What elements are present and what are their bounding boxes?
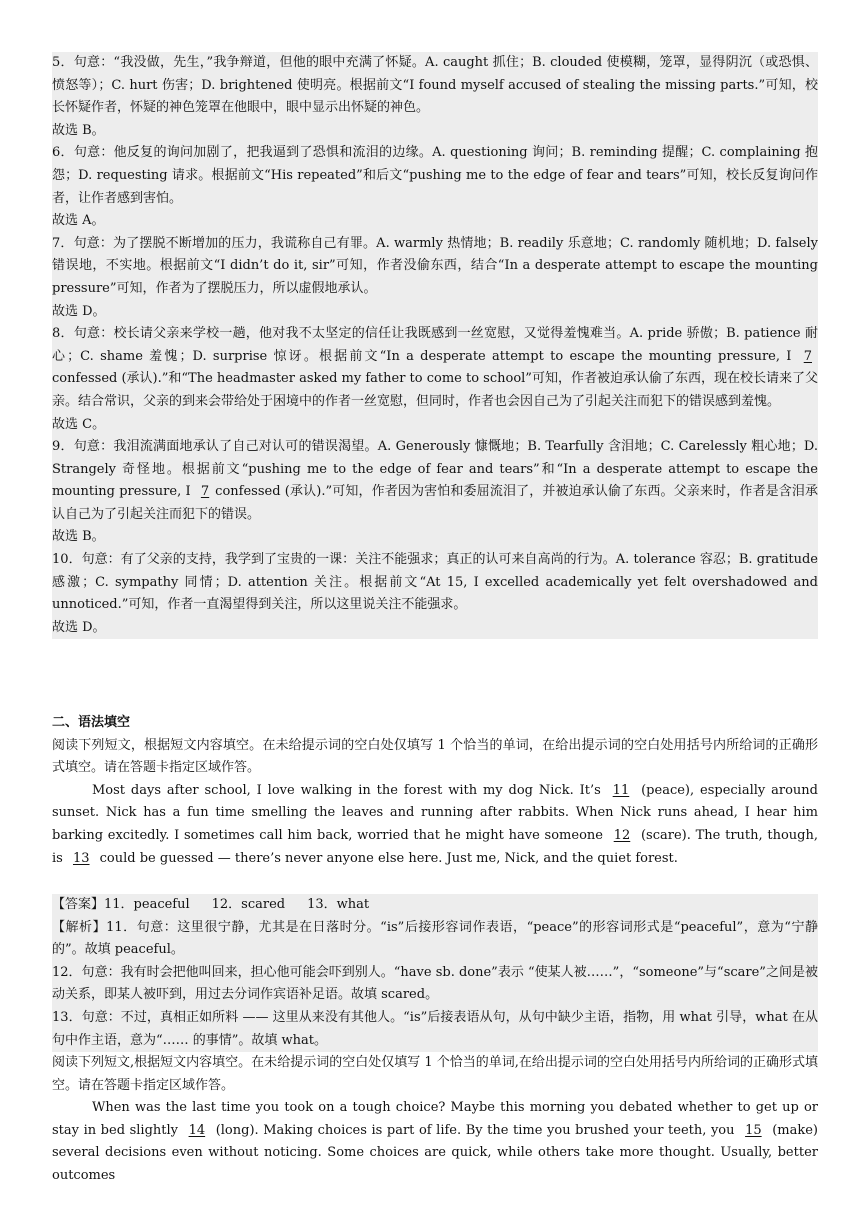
- passage-text: When was the last time you took on a tough choice? Maybe this morning you debated whether to get up or stay in bed slightly: [52, 1100, 818, 1138]
- section-instruction: 阅读下列短文，根据短文内容填空。在未给提示词的空白处仅填写 1 个恰当的单词，在给出提示词的空白处用括号内所给词的正确形式填空。请在答题卡指定区域作答。: [52, 737, 818, 776]
- passage-text: (scare). The truth, though, is: [52, 827, 818, 866]
- section-instruction: 阅读下列短文,根据短文内容填空。在未给提示词的空白处仅填写 1 个恰当的单词,在给出提示词的空白处用括号内所给词的正确形式填空。请在答题卡指定区域作答。: [52, 1055, 818, 1093]
- section-heading: 二、语法填空: [52, 715, 131, 730]
- analysis-block: [52, 52, 818, 639]
- analysis-text: 9．句意：我泪流满面地承认了自己对认可的错误渴望。A. Generously 慷慨地；B. Tearfully 含泪地；C. Carelessly 粗心地；D. Strangely 奇怪地。根据前文“pushing me to the edge of fear and tears”和“In a desperate attempt to escape the mounting pressure, I: [52, 439, 818, 500]
- answer-line-5: 故选 B。: [52, 122, 105, 138]
- passage-text: (peace), especially around sunset. Nick has a fun time smelling the leaves and running after rabbits. When Nick runs ahead, I hear him barking excitedly. I sometimes call him back, worried that he might have someone: [52, 782, 818, 843]
- answer-13: 13．what: [307, 897, 370, 912]
- passage-text: (long). Making choices is part of life. By the time you brushed your teeth, you: [211, 1122, 740, 1138]
- answer-row: [52, 894, 818, 917]
- passage-text: could be guessed — there’s never anyone else here. Just me, Nick, and the quiet forest.: [95, 850, 678, 866]
- section-2: [52, 712, 818, 870]
- answer-line-10: 故选 D。: [52, 619, 106, 635]
- blank-7: 7: [200, 484, 210, 500]
- blank-15: 15: [745, 1122, 762, 1138]
- answer-line-6: 故选 A。: [52, 213, 105, 229]
- answer-block: [52, 894, 818, 1052]
- blank-13: 13: [72, 850, 90, 866]
- answer-line-7: 故选 D。: [52, 303, 106, 319]
- analysis-text: 8．句意：校长请父亲来学校一趟，他对我不太坚定的信任让我既感到一丝宽慰，又觉得羞愧难当。A. pride 骄傲；B. patience 耐心；C. shame 羞愧；D. surprise 惊讶。根据前文“In a desperate attempt to escape the mounting pressure, I: [52, 326, 818, 364]
- analysis-text: confessed (承认).”可知，作者因为害怕和委屈流泪了，并被迫承认偷了东西。父亲来时，作者是含泪承认自己为了引起关注而犯下的错误。: [52, 484, 818, 522]
- analysis-13: 13．句意：不过，真相正如所料 —— 这里从来没有其他人。“is”后接表语从句，从句中缺少主语，指物，用 what 引导，what 在从句中作主语，意为“…… 的事情”。故填 what。: [52, 1009, 818, 1048]
- answer-line-8: 故选 C。: [52, 416, 106, 432]
- analysis-item-10: 10．句意：有了父亲的支持，我学到了宝贵的一课：关注不能强求；真正的认可来自高尚的行为。A. tolerance 容忍；B. gratitude 感激；C. sympathy 同情；D. attention 关注。根据前文“At 15, I excelled academically yet felt overshadowed and unnoticed.”可知，作者一直渴望得到关注，所以这里说关注不能强求。: [52, 552, 818, 613]
- blank-12: 12: [613, 827, 631, 843]
- passage-paragraph: [52, 1097, 818, 1187]
- passage-text: (make) several decisions even without noticing. Some choices are quick, while others take more thought. Usually, better outcomes: [52, 1122, 818, 1183]
- analysis-text: confessed (承认).”和“The headmaster asked my father to come to school”可知，作者被迫承认偷了东西，现在校长请来了父亲。结合常识，父亲的到来会带给处于困境中的作者一丝宽慰，但同时，作者也会因自己为了引起关注而犯下的错误感到羞愧。: [52, 371, 818, 409]
- analysis-item-5: 5．句意：“我没做，先生，”我争辩道，但他的眼中充满了怀疑。A. caught 抓住；B. clouded 使模糊，笼罩，显得阴沉（或恐惧、愤怒等）；C. hurt 伤害；D. brightened 使明亮。根据前文“I found myself accused of stealing the missing parts.”可知，校长怀疑作者，怀疑的神色笼罩在他眼中，眼中显示出怀疑的神色。: [52, 55, 818, 116]
- analysis-item-8: [52, 323, 818, 413]
- analysis-item-9: [52, 436, 818, 526]
- answer-label: 【答案】: [52, 897, 105, 912]
- blank-7: 7: [803, 348, 812, 364]
- analysis-11: 【解析】11．句意：这里很宁静，尤其是在日落时分。“is”后接形容词作表语，“peace”的形容词形式是“peaceful”，意为“宁静的”。故填 peaceful。: [52, 919, 818, 958]
- blank-14: 14: [188, 1122, 206, 1138]
- blank-11: 11: [612, 782, 630, 798]
- passage-text: Most days after school, I love walking in the forest with my dog Nick. It’s: [92, 782, 607, 798]
- passage-paragraph: [52, 780, 818, 870]
- analysis-item-7: 7．句意：为了摆脱不断增加的压力，我谎称自己有罪。A. warmly 热情地；B. readily 乐意地；C. randomly 随机地；D. falsely 错误地，不实地。根据前文“I didn’t do it, sir”可知，作者没偷东西，结合“In a desperate attempt to escape the mounting pressure”可知，作者为了摆脱压力，所以虚假地承认。: [52, 235, 818, 296]
- section-3: [52, 1052, 818, 1188]
- answer-line-9: 故选 B。: [52, 529, 105, 545]
- answer-11: 11．peaceful: [104, 897, 190, 912]
- answer-12: 12．scared: [211, 897, 286, 912]
- analysis-12: 12．句意：我有时会把他叫回来，担心他可能会吓到别人。“have sb. done”表示 “使某人被……”，“someone”与“scare”之间是被动关系，即某人被吓到，用过去分词作宾语补足语。故填 scared。: [52, 964, 818, 1003]
- analysis-item-6: 6．句意：他反复的询问加剧了，把我逼到了恐惧和流泪的边缘。A. questioning 询问；B. reminding 提醒；C. complaining 抱怨；D. requesting 请求。根据前文“His repeated”和后文“pushing me to the edge of fear and tears”可知，校长反复询问作者，让作者感到害怕。: [52, 145, 818, 206]
